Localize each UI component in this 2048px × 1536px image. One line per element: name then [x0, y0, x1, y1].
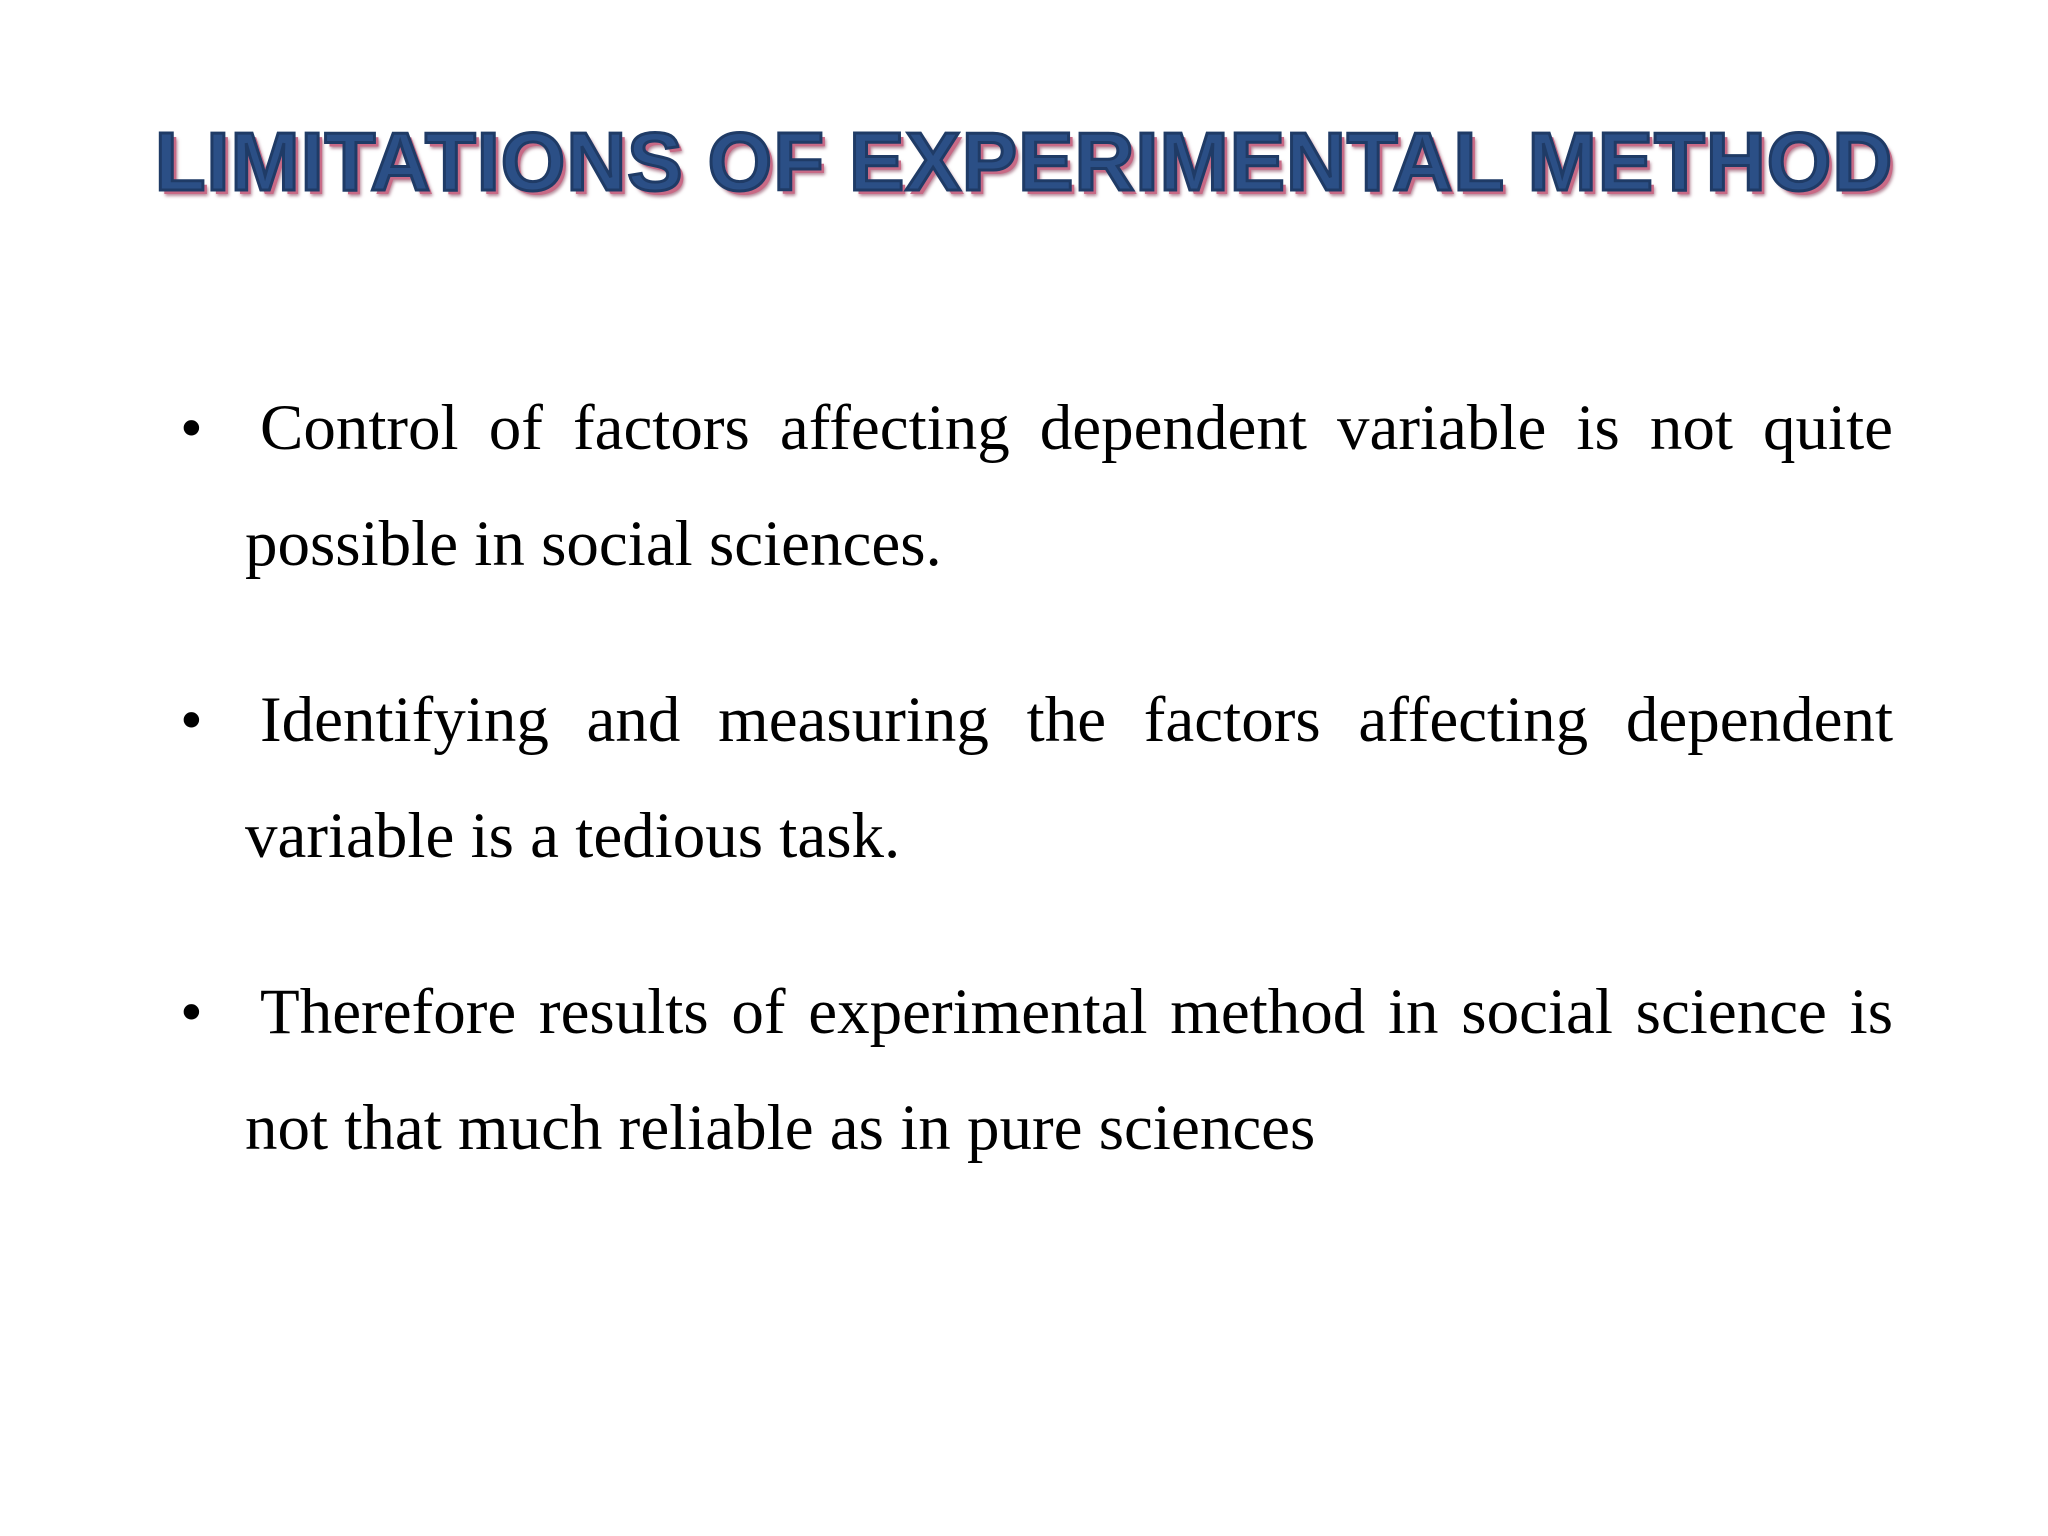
- bullet-text: Identifying and measuring the factors affecting dependent variable is a tedious task.: [245, 684, 1893, 872]
- bullet-icon: •: [180, 392, 203, 464]
- bullet-list: [0, 370, 2048, 1246]
- bullet-text: Therefore results of experimental method in social science is not that much reliable as in pure sciences: [245, 976, 1893, 1164]
- bullet-item: [0, 662, 2048, 894]
- bullet-icon: •: [180, 976, 203, 1048]
- bullet-text: Control of factors affecting dependent variable is not quite possible in social sciences.: [245, 392, 1893, 580]
- bullet-item: [0, 954, 2048, 1186]
- slide-title: LIMITATIONS OF EXPERIMENTAL METHOD: [154, 115, 1894, 208]
- bullet-item: [0, 370, 2048, 602]
- bullet-icon: •: [180, 684, 203, 756]
